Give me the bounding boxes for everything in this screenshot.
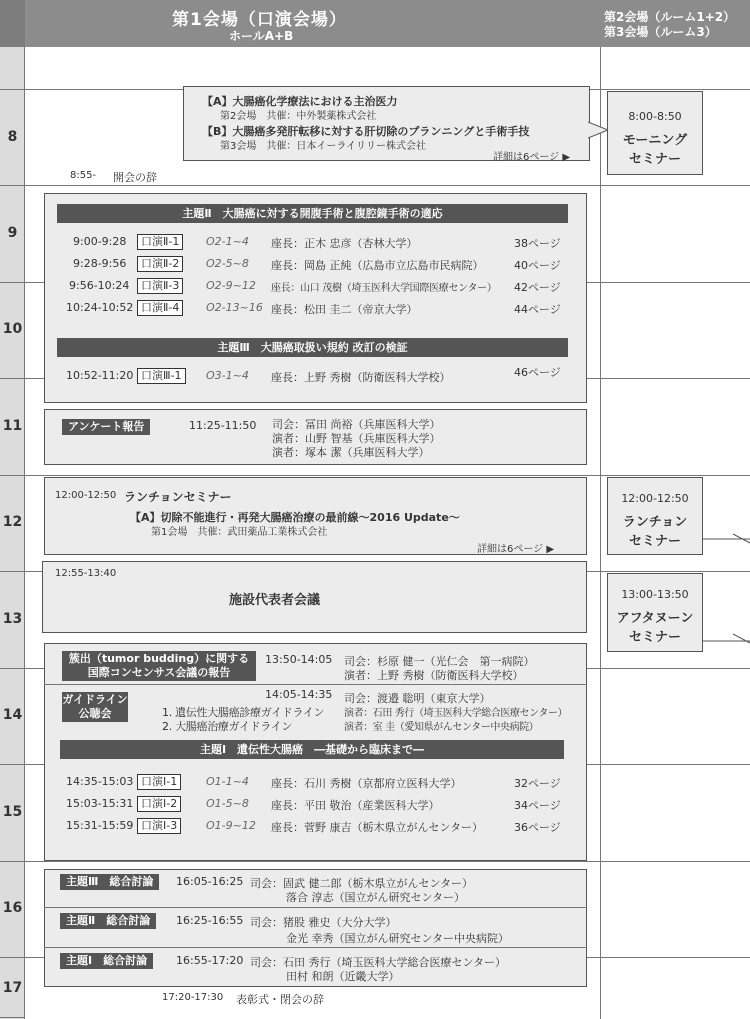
- survey-tag: アンケート報告: [62, 419, 150, 435]
- disc3-line2: 落合 淳志（国立がん研究センター）: [286, 891, 466, 904]
- guideline-tag-line2: 公聴会: [78, 707, 112, 720]
- theme2-row3-session[interactable]: 口演Ⅱ-3: [137, 278, 183, 294]
- theme1-row3-time: 15:31-15:59: [66, 819, 134, 832]
- theme1-title: 主題Ⅰ 遺伝性大腸癌 ―基礎から臨床まで―: [60, 740, 564, 759]
- theme2-row3-page[interactable]: 42ページ: [514, 281, 561, 294]
- morning-line-b: 【B】大腸癌多発肝転移に対する肝切除のプランニングと手術手技: [202, 125, 530, 138]
- header-hour-cell: [0, 0, 25, 47]
- morning-seminar-side[interactable]: [607, 91, 703, 175]
- opening-time: 8:55-: [70, 170, 97, 181]
- budding-time: 13:50-14:05: [265, 653, 333, 666]
- guideline-tag-line1: ガイドライン: [62, 693, 128, 706]
- budding-tag-line1: 簇出（tumor budding）に関する: [68, 652, 250, 665]
- guideline-time: 14:05-14:35: [265, 688, 333, 701]
- survey-line1: 司会：冨田 尚裕（兵庫医科大学）: [272, 418, 441, 431]
- morning-side-title-2: セミナー: [628, 152, 681, 167]
- theme3-row-session[interactable]: 口演Ⅲ-1: [137, 368, 186, 384]
- theme3-row-code: O3-1~4: [206, 369, 249, 382]
- morning-detail-link[interactable]: 詳細は6ページ ▶: [493, 152, 571, 163]
- hour-label: 8: [7, 129, 18, 145]
- theme1-row2-time: 15:03-15:31: [66, 797, 134, 810]
- theme1-row2-session[interactable]: 口演Ⅰ-2: [137, 796, 181, 812]
- theme2-row1-code: O2-1~4: [206, 235, 249, 248]
- theme1-row2-code: O1-5~8: [206, 797, 249, 810]
- lunch-time: 12:00-12:50: [55, 490, 117, 501]
- theme2-row1-chair: 座長：正木 忠彦（杏林大学）: [271, 237, 418, 250]
- budding-line2: 演者：上野 秀樹（防衛医科大学校）: [344, 669, 524, 682]
- hour-label: 13: [2, 611, 23, 627]
- theme2-row1-time: 9:00-9:28: [73, 235, 127, 248]
- morning-line-a-sub: 第2会場 共催：中外製薬株式会社: [220, 111, 377, 122]
- opening-label: 開会の辞: [113, 171, 157, 184]
- morning-line-a: 【A】大腸癌化学療法における主治医力: [202, 95, 398, 108]
- theme2-row3-chair: 座長：山口 茂樹（埼玉医科大学国際医療センター）: [271, 283, 497, 294]
- lunch-title: ランチョンセミナー: [124, 490, 232, 504]
- theme2-row4-session[interactable]: 口演Ⅱ-4: [137, 300, 183, 316]
- lunch-line-a: 【A】切除不能進行・再発大腸癌治療の最前線〜2016 Update〜: [130, 511, 460, 524]
- closing-time: 17:20-17:30: [162, 992, 224, 1003]
- afternoon-connector: [703, 630, 750, 650]
- theme3-row-time: 10:52-11:20: [66, 369, 134, 382]
- main-hall-title: 第1会場（口演会場）: [172, 10, 347, 30]
- lunch-side-title-1: ランチョン: [622, 515, 688, 530]
- disc2-line2: 金光 幸秀（国立がん研究センター中央病院）: [286, 932, 510, 945]
- disc2-tag: 主題Ⅱ 総合討論: [60, 913, 156, 929]
- disc1-line1: 司会：石田 秀行（埼玉医科大学総合医療センター）: [250, 956, 507, 969]
- theme1-row1-time: 14:35-15:03: [66, 775, 134, 788]
- theme2-row1-page[interactable]: 38ページ: [514, 237, 561, 250]
- hour-label: 12: [2, 514, 23, 530]
- theme2-row4-time: 10:24-10:52: [66, 301, 134, 314]
- theme2-row4-code: O2-13~16: [206, 301, 263, 314]
- room-divider: [600, 47, 601, 1019]
- theme2-row2-code: O2-5~8: [206, 257, 249, 270]
- budding-tag: [62, 651, 256, 681]
- theme1-row3-session[interactable]: 口演Ⅰ-3: [137, 818, 181, 834]
- theme3-row-chair: 座長：上野 秀樹（防衛医科大学校）: [271, 371, 451, 384]
- morning-side-time: 8:00-8:50: [628, 110, 682, 123]
- discussion-divider: [44, 947, 587, 948]
- morning-side-title-1: モーニング: [622, 133, 688, 148]
- afternoon-side-time: 13:00-13:50: [621, 588, 689, 601]
- lunch-side-time: 12:00-12:50: [621, 492, 689, 505]
- theme1-row1-chair: 座長：石川 秀樹（京都府立医科大学）: [271, 777, 462, 790]
- hour-label: 11: [2, 418, 23, 434]
- guideline-tag: [62, 692, 128, 722]
- disc1-tag: 主題Ⅰ 総合討論: [60, 953, 153, 969]
- hour-line: [0, 185, 750, 186]
- disc2-time: 16:25-16:55: [176, 914, 244, 927]
- theme1-row1-page[interactable]: 32ページ: [514, 777, 561, 790]
- lunch-line-a-sub: 第1会場 共催：武田薬品工業株式会社: [151, 527, 328, 538]
- block-divider: [44, 684, 587, 685]
- theme2-row3-time: 9:56-10:24: [69, 279, 130, 292]
- disc3-time: 16:05-16:25: [176, 875, 244, 888]
- room3-title: 第3会場（ルーム3）: [604, 25, 717, 39]
- guideline-item2: 2. 大腸癌治療ガイドライン: [162, 720, 293, 733]
- afternoon-side-title-1: アフタヌーン: [616, 611, 694, 626]
- hour-label: 17: [2, 980, 23, 996]
- hour-label: 15: [2, 804, 23, 820]
- room2-title: 第2会場（ルーム1+2）: [604, 10, 736, 24]
- survey-line3: 演者：塚本 潔（兵庫医科大学）: [272, 446, 430, 459]
- header-bar: [0, 0, 750, 47]
- hour-line: [0, 1017, 25, 1018]
- theme1-row2-chair: 座長：平田 敬治（産業医科大学）: [271, 799, 440, 812]
- lunch-side-title-2: セミナー: [628, 534, 681, 549]
- theme2-row3-code: O2-9~12: [206, 279, 256, 292]
- disc1-time: 16:55-17:20: [176, 954, 244, 967]
- facility-title: 施設代表者会議: [229, 593, 321, 608]
- lunch-seminar-side[interactable]: [607, 477, 703, 555]
- lunch-connector: [703, 528, 750, 552]
- disc3-line1: 司会：固武 健二郎（栃木県立がんセンター）: [250, 877, 474, 890]
- lunch-detail-link[interactable]: 詳細は6ページ ▶: [477, 544, 555, 555]
- survey-line2: 演者：山野 智基（兵庫医科大学）: [272, 432, 441, 445]
- hour-label: 16: [2, 900, 23, 916]
- hour-label: 10: [2, 321, 23, 337]
- theme3-row-page[interactable]: 46ページ: [514, 366, 561, 379]
- hour-label: 14: [2, 707, 23, 723]
- theme1-row2-page[interactable]: 34ページ: [514, 799, 561, 812]
- theme2-row1-session[interactable]: 口演Ⅱ-1: [137, 234, 183, 250]
- theme2-row2-session[interactable]: 口演Ⅱ-2: [137, 256, 183, 272]
- budding-tag-line2: 国際コンセンサス会議の報告: [87, 666, 231, 679]
- theme2-row2-chair: 座長：岡島 正純（広島市立広島市民病院）: [271, 259, 484, 272]
- guideline-line3: 演者：室 圭（愛知県がんセンター中央病院）: [344, 722, 539, 733]
- survey-time: 11:25-11:50: [189, 419, 257, 432]
- disc3-tag: 主題Ⅲ 総合討論: [60, 874, 159, 890]
- theme2-row4-page[interactable]: 44ページ: [514, 303, 561, 316]
- guideline-line1: 司会：渡邉 聡明（東京大学）: [344, 692, 491, 705]
- disc1-line2: 田村 和朗（近畿大学）: [286, 970, 400, 983]
- disc2-line1: 司会：猪股 雅史（大分大学）: [250, 916, 397, 929]
- theme2-row2-page[interactable]: 40ページ: [514, 259, 561, 272]
- hour-label: 9: [7, 225, 18, 241]
- discussion-divider: [44, 907, 587, 908]
- theme2-row4-chair: 座長：松田 圭二（帝京大学）: [271, 303, 418, 316]
- hour-line: [0, 475, 750, 476]
- morning-line-b-sub: 第3会場 共催：日本イーライリリー株式会社: [220, 141, 427, 152]
- theme1-row3-code: O1-9~12: [206, 819, 256, 832]
- hour-line: [0, 861, 750, 862]
- theme1-row3-chair: 座長：菅野 康吉（栃木県立がんセンター）: [271, 821, 484, 834]
- theme1-row1-code: O1-1~4: [206, 775, 249, 788]
- guideline-line2: 演者：石田 秀行（埼玉医科大学総合医療センター）: [344, 708, 568, 719]
- closing-label: 表彰式・閉会の辞: [236, 993, 324, 1006]
- theme2-title: 主題Ⅱ 大腸癌に対する開腹手術と腹腔鏡手術の適応: [57, 204, 568, 223]
- theme1-row3-page[interactable]: 36ページ: [514, 821, 561, 834]
- afternoon-side-title-2: セミナー: [628, 630, 681, 645]
- theme1-row1-session[interactable]: 口演Ⅰ-1: [137, 774, 181, 790]
- hour-column: [0, 47, 25, 1019]
- guideline-item1: 1. 遺伝性大腸癌診療ガイドライン: [162, 706, 325, 719]
- facility-time: 12:55-13:40: [55, 568, 117, 579]
- main-hall-subtitle: ホールA+B: [229, 29, 294, 43]
- budding-line1: 司会：杉原 健一（光仁会 第一病院）: [344, 655, 535, 668]
- theme2-row2-time: 9:28-9:56: [73, 257, 127, 270]
- afternoon-seminar-side[interactable]: [607, 573, 703, 652]
- theme3-title: 主題Ⅲ 大腸癌取扱い規約 改訂の検証: [57, 338, 568, 357]
